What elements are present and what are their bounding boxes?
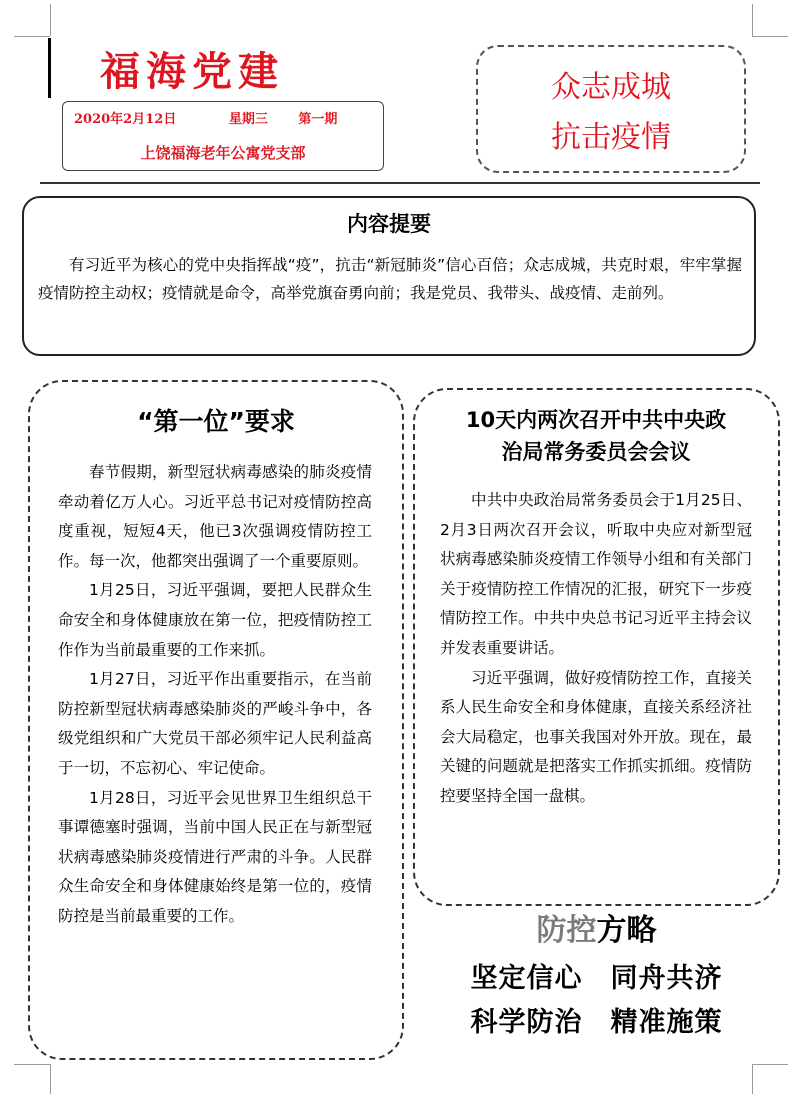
organization-name: 上饶福海老年公寓党支部 xyxy=(140,144,306,162)
crop-mark-bottom-left-v xyxy=(50,1064,51,1094)
left-article-paragraph: 1月28日，习近平会见世界卫生组织总干事谭德塞时强调，当前中国人民正在与新型冠状病毒感染肺炎疫情进行严肃的斗争。人民群众生命安全和身体健康始终是第一位的，疫情防控是当前最重要的工作。 xyxy=(58,788,372,925)
strategy-item: 坚定信心 xyxy=(470,963,583,994)
crop-mark-bottom-right-h xyxy=(752,1064,788,1065)
left-article-paragraph: 春节假期，新型冠状病毒感染的肺炎疫情牵动着亿万人心。习近平总书记对疫情防控高度重视，短短4天，他已3次强调疫情防控工作。每一次，他都突出强调了一个重要原则。 xyxy=(58,463,372,570)
right-article-paragraph: 中共中央政治局常务委员会于1月25日、2月3日两次召开会议，听取中央应对新型冠状病毒感染肺炎疫情工作领导小组和有关部门关于疫情防控工作情况的汇报，研究下一步疫情防控工作。中共中央总书记习近平主持会议并发表重要讲话。 xyxy=(440,491,752,657)
issue-number: 第一期 xyxy=(298,112,338,127)
strategy-row-1 xyxy=(413,956,780,995)
strategy-title xyxy=(413,905,780,949)
slogan-line-2: 抗击疫情 xyxy=(551,120,671,155)
crop-mark-top-right-h xyxy=(752,36,788,37)
text-cursor xyxy=(48,38,51,98)
right-article-paragraph: 习近平强调，做好疫情防控工作，直接关系人民生命安全和身体健康，直接关系经济社会大局稳定，也事关我国对外开放。现在，最关键的问题就是把落实工作抓实抓细。疫情防控要坚持全国一盘棋。 xyxy=(440,668,752,805)
masthead-date-line xyxy=(74,108,337,127)
strategy-item: 科学防治 xyxy=(470,1007,583,1038)
left-article-paragraph: 1月27日，习近平作出重要指示，在当前 防控新型冠状病毒感染肺炎的严峻斗争中，各级党组织和广大党员干部必须牢记人民利益高于一切，不忘初心、牢记使命。 xyxy=(58,670,372,777)
strategy-item: 同舟共济 xyxy=(610,963,723,994)
strategy-title-highlight: 防控 xyxy=(536,913,597,948)
crop-mark-top-left-h xyxy=(14,36,50,37)
masthead-title: 福海党建 xyxy=(100,48,284,95)
right-article-title xyxy=(420,404,772,468)
left-article-paragraph: 1月25日，习近平强调，要把人民群众生命安全和身体健康放在第一位，把疫情防控工作作为当前最重要的工作来抓。 xyxy=(58,581,372,659)
crop-mark-bottom-left-h xyxy=(14,1064,50,1065)
issue-weekday: 星期三 xyxy=(228,112,268,127)
strategy-row-2 xyxy=(413,1000,780,1039)
right-article-title-line-1: 10天内两次召开中共中央政 xyxy=(465,408,727,432)
summary-text: 有习近平为核心的党中央指挥战“疫”，抗击“新冠肺炎”信心百倍；众志成城，共克时艰，牢牢掌握疫情防控主动权；疫情就是命令，高举党旗奋勇向前；我是党员、我带头、战疫情、走前列。 xyxy=(38,256,742,302)
right-article-title-line-2: 治局常务委员会会议 xyxy=(501,440,691,464)
left-article-title: “第一位”要求 xyxy=(137,407,295,436)
strategy-item: 精准施策 xyxy=(610,1007,723,1038)
slogan-line-1: 众志成城 xyxy=(551,70,671,105)
right-article-body xyxy=(440,486,752,812)
crop-mark-top-right-v xyxy=(752,4,753,36)
header-divider xyxy=(40,182,760,184)
issue-date: 2020年2月12日 xyxy=(74,112,177,127)
strategy-title-rest: 方略 xyxy=(596,913,657,948)
left-article-body xyxy=(58,458,372,932)
crop-mark-bottom-right-v xyxy=(752,1064,753,1094)
crop-mark-top-left-v xyxy=(50,4,51,36)
summary-title: 内容提要 xyxy=(347,212,431,236)
